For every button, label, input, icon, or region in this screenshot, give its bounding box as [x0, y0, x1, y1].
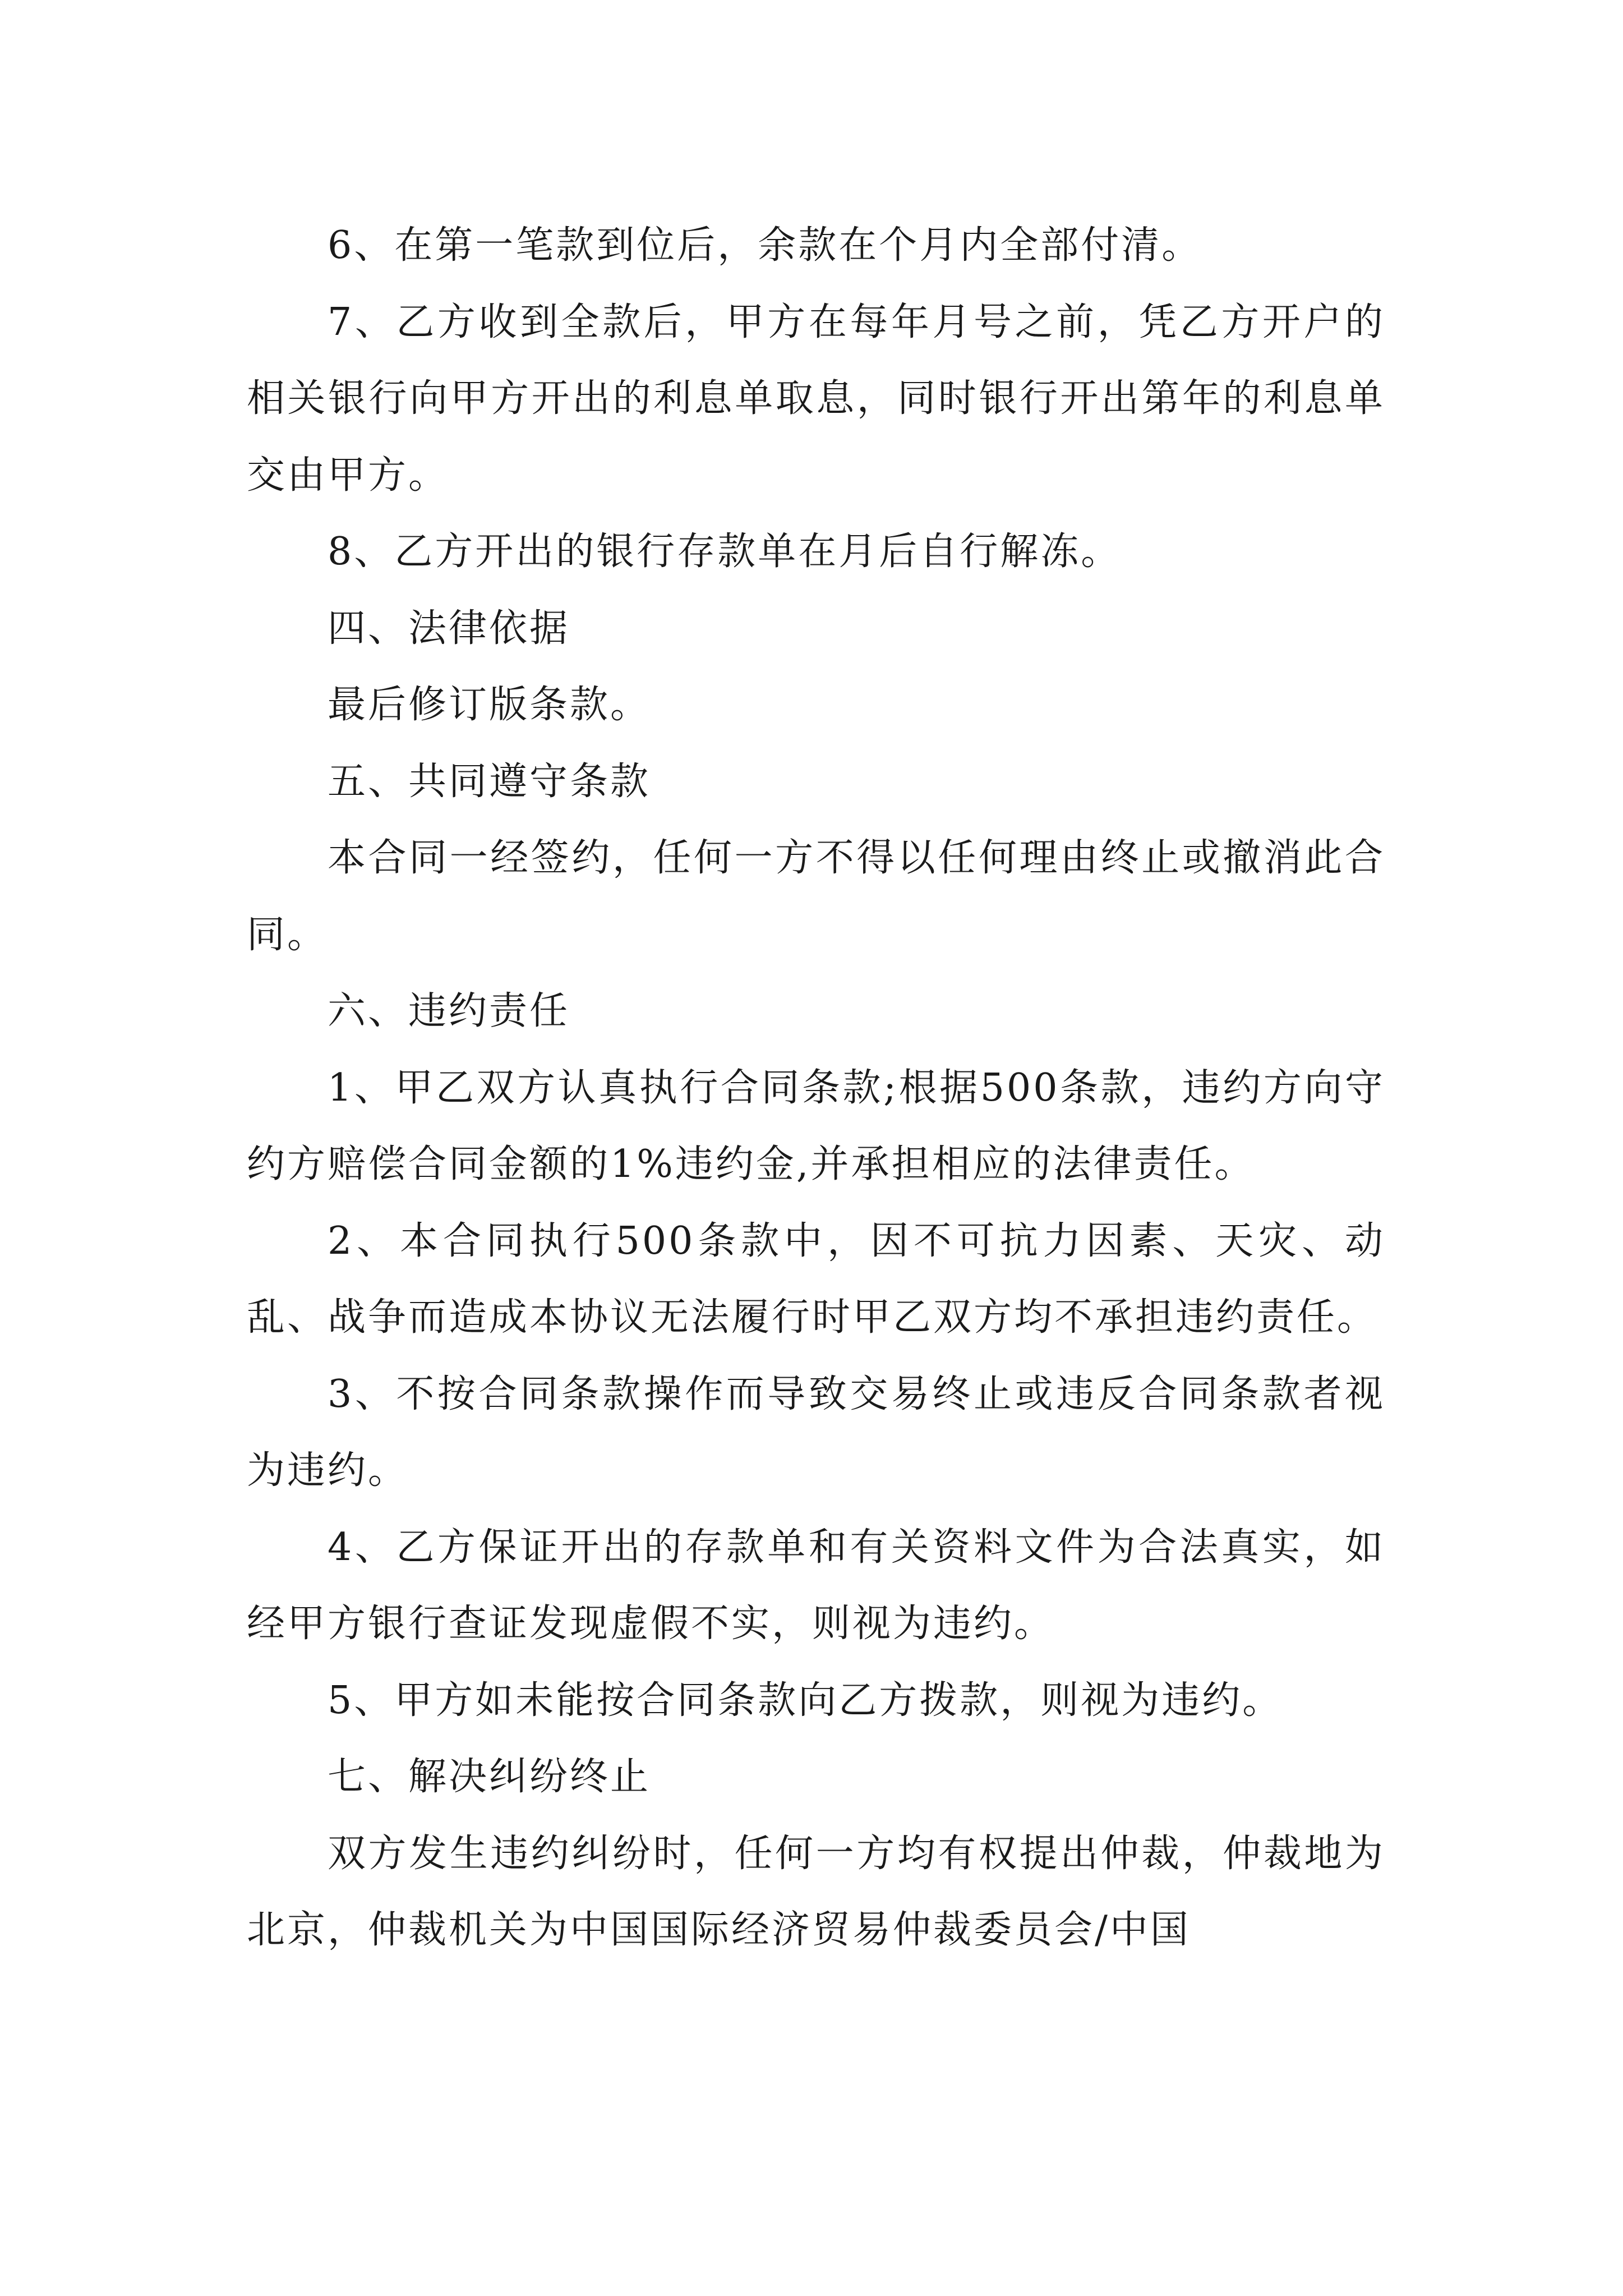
- paragraph-legal-basis: 最后修订版条款。: [328, 683, 651, 727]
- section-heading-common-terms: 五、共同遵守条款: [328, 759, 651, 804]
- section-heading-legal-basis: 四、法律依据: [328, 606, 570, 651]
- paragraph-clause-6: 6、在第一笔款到位后，余款在个月内全部付清。: [328, 223, 1202, 268]
- paragraph-breach-4: 4、乙方保证开出的存款单和有关资料文件为合法真实，如经甲方银行查证发现虚假不实，则视为违约。: [247, 1525, 1385, 1646]
- paragraph-breach-2: 2、本合同执行500条款中，因不可抗力因素、天灾、动乱、战争而造成本协议无法履行时甲乙双方均不承担违约责任。: [247, 1218, 1385, 1340]
- paragraph-clause-7: 7、乙方收到全款后，甲方在每年月号之前，凭乙方开户的相关银行向甲方开出的利息单取息，同时银行开出第年的利息单交由甲方。: [247, 300, 1385, 498]
- document-body: [247, 208, 1385, 1969]
- paragraph-breach-5: 5、甲方如未能按合同条款向乙方拨款，则视为违约。: [328, 1678, 1283, 1723]
- paragraph-breach-1: 1、甲乙双方认真执行合同条款;根据500条款，违约方向守约方赔偿合同金额的1%违约金,并承担相应的法律责任。: [247, 1065, 1385, 1186]
- section-heading-breach-liability: 六、违约责任: [328, 989, 570, 1033]
- paragraph-breach-3: 3、不按合同条款操作而导致交易终止或违反合同条款者视为违约。: [247, 1372, 1385, 1493]
- paragraph-clause-8: 8、乙方开出的银行存款单在月后自行解冻。: [328, 530, 1122, 574]
- paragraph-dispute-resolution: 双方发生违约纠纷时，任何一方均有权提出仲裁，仲裁地为北京，仲裁机关为中国国际经济贸易仲裁委员会/中国: [247, 1831, 1385, 1952]
- section-heading-dispute-resolution: 七、解决纠纷终止: [328, 1755, 651, 1799]
- paragraph-common-terms: 本合同一经签约，任何一方不得以任何理由终止或撤消此合同。: [247, 836, 1385, 957]
